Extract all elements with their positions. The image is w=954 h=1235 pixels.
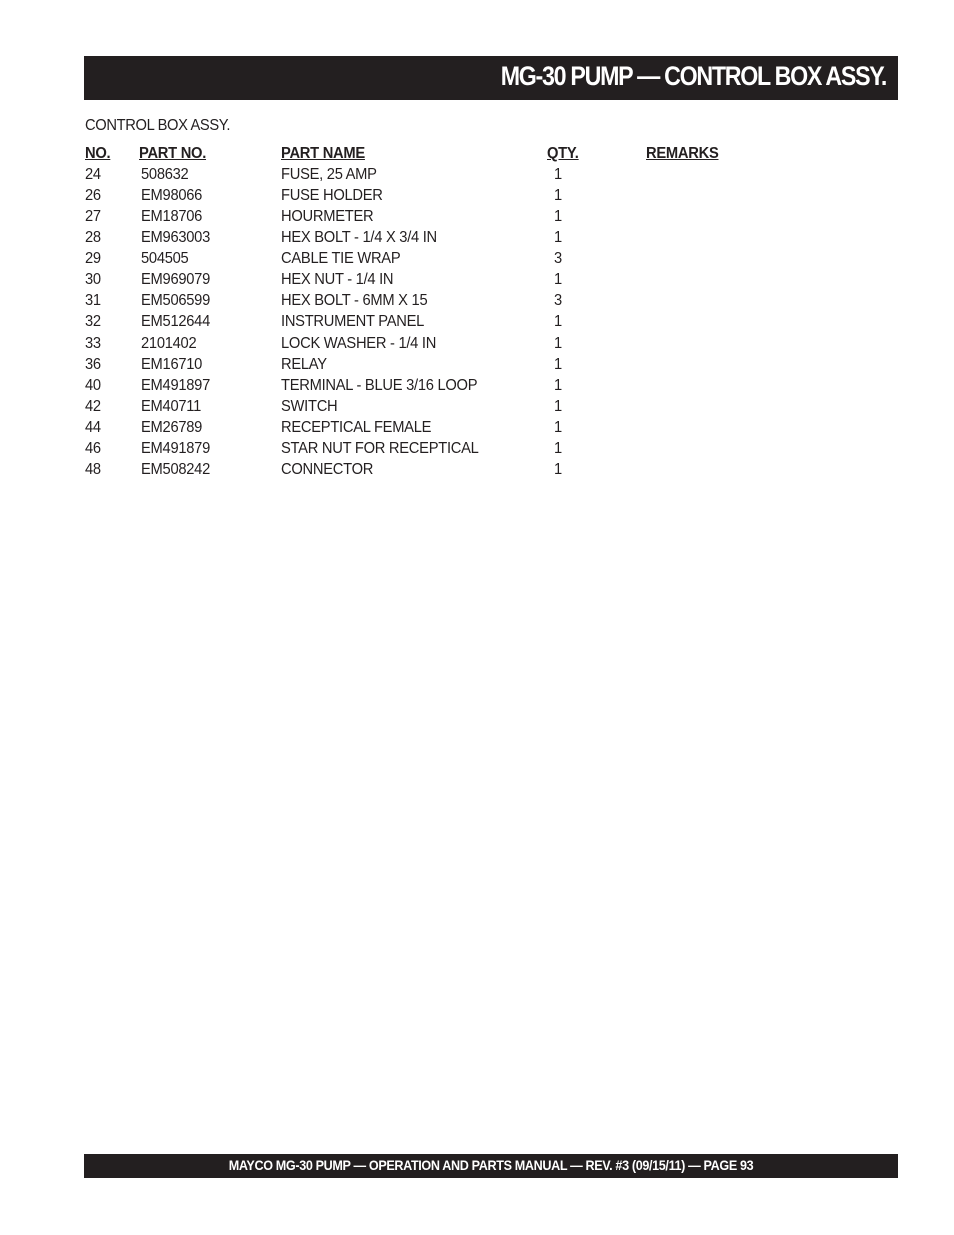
cell-part-name: HEX BOLT - 1/4 X 3/4 IN: [281, 229, 437, 247]
header-bar: [84, 56, 898, 100]
cell-no: 33: [85, 334, 101, 352]
cell-part-name: RECEPTICAL FEMALE: [281, 418, 432, 436]
column-header-no: NO.: [85, 145, 111, 162]
table-row: [0, 398, 954, 419]
cell-part-no: EM963003: [141, 229, 210, 247]
table-row: [0, 377, 954, 398]
cell-part-no: EM506599: [141, 292, 210, 310]
cell-part-no: EM491897: [141, 376, 210, 394]
cell-qty: 1: [554, 418, 562, 436]
table-row: [0, 419, 954, 440]
cell-part-name: HOURMETER: [281, 208, 374, 226]
cell-qty: 1: [554, 439, 562, 457]
cell-part-name: LOCK WASHER - 1/4 IN: [281, 334, 437, 352]
table-row: [0, 229, 954, 250]
column-header-qty: QTY.: [547, 145, 579, 162]
cell-qty: 1: [554, 229, 562, 247]
cell-no: 40: [85, 376, 101, 394]
cell-no: 24: [85, 166, 101, 183]
table-row: [0, 187, 954, 208]
cell-part-no: EM508242: [141, 460, 210, 478]
cell-qty: 1: [554, 334, 562, 352]
column-header-part-name: PART NAME: [281, 145, 365, 162]
cell-qty: 1: [554, 397, 562, 415]
cell-part-name: FUSE HOLDER: [281, 187, 383, 205]
cell-part-name: FUSE, 25 AMP: [281, 166, 377, 183]
column-header-remarks: REMARKS: [646, 145, 719, 162]
cell-part-name: INSTRUMENT PANEL: [281, 313, 425, 331]
cell-no: 26: [85, 187, 101, 205]
cell-part-name: SWITCH: [281, 397, 338, 415]
cell-no: 48: [85, 460, 101, 478]
cell-qty: 1: [554, 376, 562, 394]
table-row: [0, 250, 954, 271]
cell-part-no: EM512644: [141, 313, 210, 331]
cell-part-no: 2101402: [141, 334, 197, 352]
footer-bar: [84, 1154, 898, 1178]
cell-no: 29: [85, 250, 101, 268]
cell-part-no: 508632: [141, 166, 189, 183]
cell-part-no: EM26789: [141, 418, 203, 436]
page-title: MG-30 PUMP — CONTROL BOX ASSY.: [500, 61, 886, 91]
table-row: [0, 440, 954, 461]
cell-no: 31: [85, 292, 101, 310]
cell-part-no: EM16710: [141, 355, 203, 373]
table-row: [0, 208, 954, 229]
cell-qty: 1: [554, 166, 562, 183]
cell-no: 46: [85, 439, 101, 457]
cell-part-no: EM40711: [141, 397, 202, 415]
cell-part-name: HEX NUT - 1/4 IN: [281, 271, 394, 289]
table-row: [0, 166, 954, 187]
cell-part-name: CABLE TIE WRAP: [281, 250, 401, 268]
cell-qty: 1: [554, 313, 562, 331]
cell-part-no: EM491879: [141, 439, 210, 457]
cell-part-name: CONNECTOR: [281, 460, 374, 478]
cell-no: 28: [85, 229, 101, 247]
column-header-part-no: PART NO.: [139, 145, 207, 162]
table-row: [0, 292, 954, 313]
cell-qty: 1: [554, 355, 562, 373]
cell-no: 42: [85, 397, 101, 415]
cell-part-no: EM98066: [141, 187, 203, 205]
cell-no: 27: [85, 208, 101, 226]
cell-qty: 1: [554, 208, 562, 226]
cell-qty: 1: [554, 271, 562, 289]
cell-no: 32: [85, 313, 101, 331]
table-row: [0, 461, 954, 482]
cell-part-no: EM18706: [141, 208, 203, 226]
section-title: CONTROL BOX ASSY.: [85, 117, 231, 134]
cell-part-name: TERMINAL - BLUE 3/16 LOOP: [281, 376, 478, 394]
cell-no: 36: [85, 355, 101, 373]
table-row: [0, 313, 954, 334]
cell-qty: 3: [554, 250, 562, 268]
cell-part-no: 504505: [141, 250, 189, 268]
cell-part-name: HEX BOLT - 6MM X 15: [281, 292, 428, 310]
cell-qty: 1: [554, 187, 562, 205]
cell-part-name: STAR NUT FOR RECEPTICAL: [281, 439, 479, 457]
cell-qty: 1: [554, 460, 562, 478]
table-row: [0, 335, 954, 356]
cell-qty: 3: [554, 292, 562, 310]
table-row: [0, 356, 954, 377]
cell-part-no: EM969079: [141, 271, 210, 289]
cell-no: 44: [85, 418, 101, 436]
footer-text: MAYCO MG-30 PUMP — OPERATION AND PARTS MANUAL — REV. #3 (09/15/11) — PAGE 93: [228, 1157, 754, 1173]
cell-no: 30: [85, 271, 101, 289]
cell-part-name: RELAY: [281, 355, 327, 373]
table-row: [0, 271, 954, 292]
